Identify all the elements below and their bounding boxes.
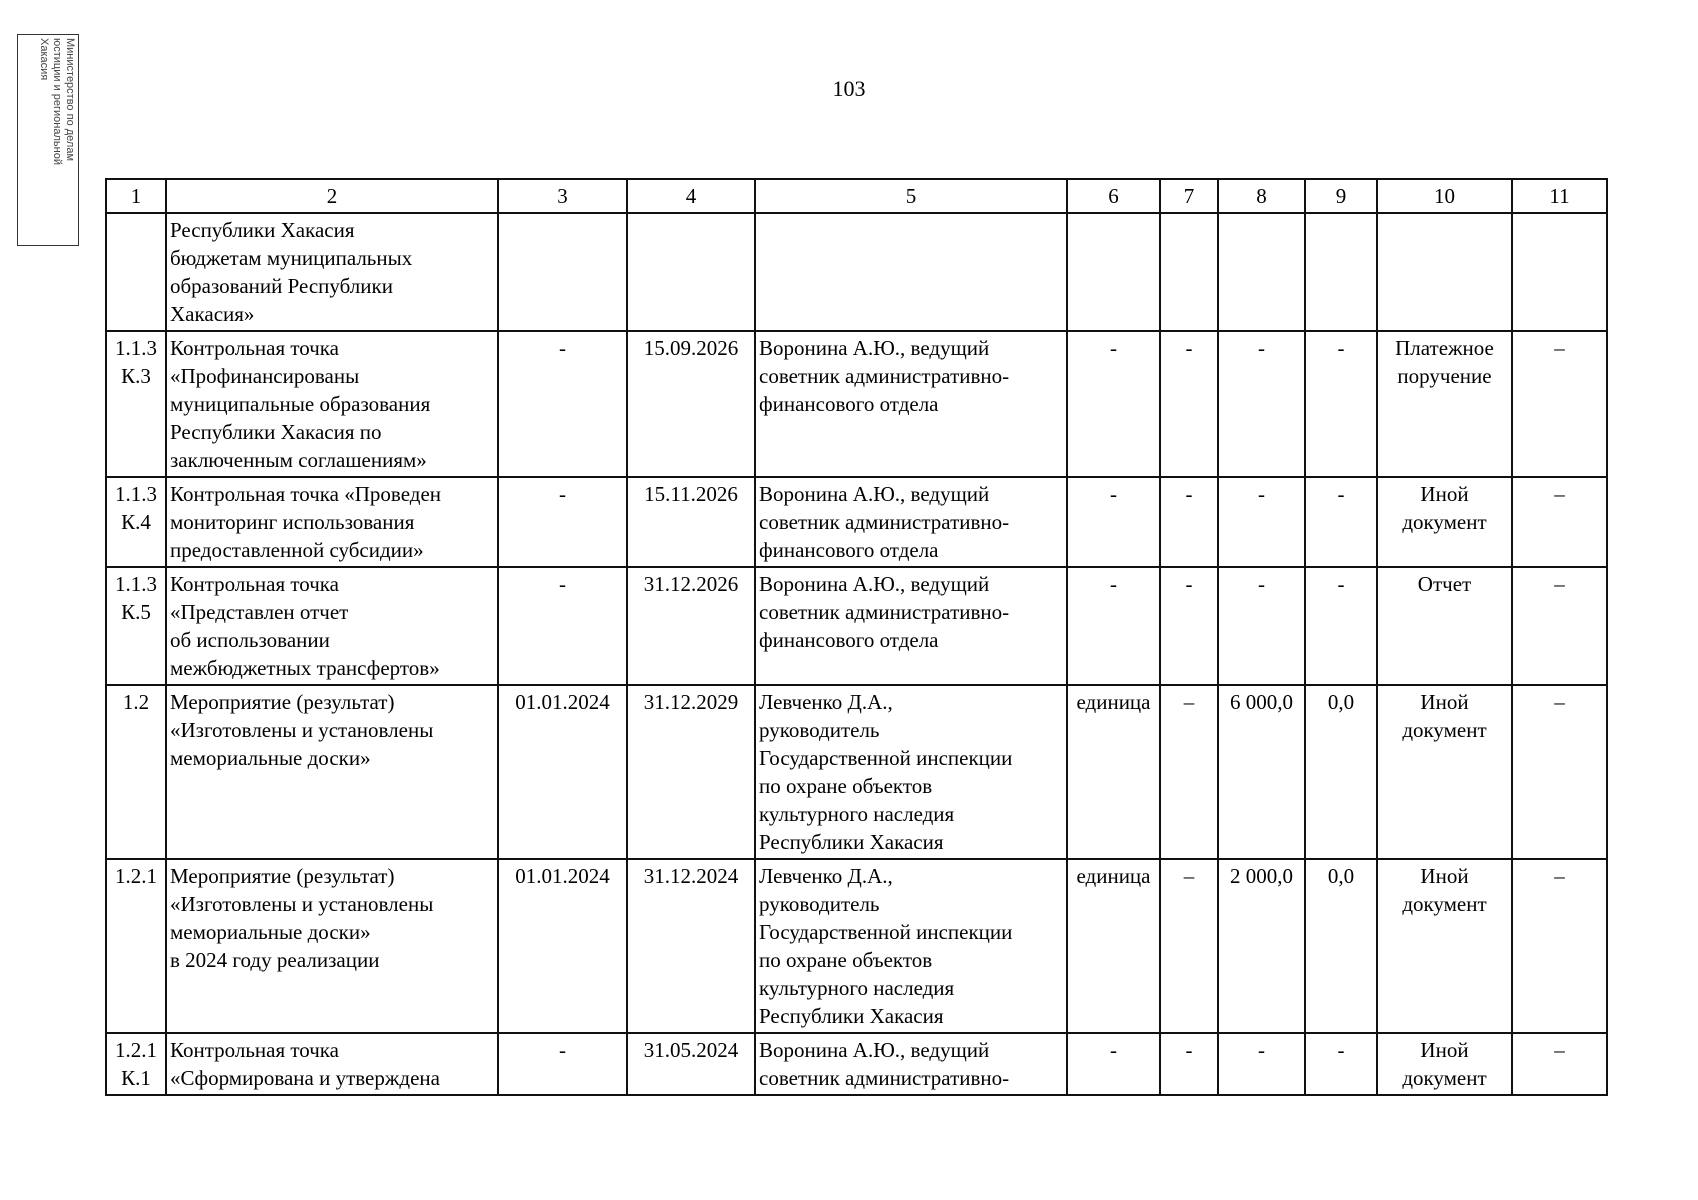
column-header-8: 8	[1218, 179, 1305, 213]
column-header-1: 1	[106, 179, 166, 213]
plan-table	[105, 178, 1608, 1096]
table-cell-col-3: 01.01.2024	[498, 859, 627, 1033]
stamp-text	[17, 34, 79, 246]
table-cell-col-9: 0,0	[1305, 685, 1377, 859]
table-cell-col-11	[1512, 213, 1607, 331]
table-cell-col-5	[755, 213, 1067, 331]
table-cell-col-5: Воронина А.Ю., ведущий советник административно- финансового отдела	[755, 331, 1067, 477]
table-cell-col-7: –	[1160, 859, 1218, 1033]
table-cell-col-10: Отчет	[1377, 567, 1512, 685]
table-cell-col-6: -	[1067, 331, 1160, 477]
column-header-3: 3	[498, 179, 627, 213]
table-cell-col-1: 1.2.1	[106, 859, 166, 1033]
table-cell-col-4: 31.05.2024	[627, 1033, 755, 1095]
table-cell-col-5: Левченко Д.А., руководитель Государственной инспекции по охране объектов культурного наследия Республики Хакасия	[755, 685, 1067, 859]
table-cell-col-2: Мероприятие (результат) «Изготовлены и установлены мемориальные доски» в 2024 году реализации	[166, 859, 498, 1033]
table-row	[106, 213, 1607, 331]
table-cell-col-4: 31.12.2024	[627, 859, 755, 1033]
column-header-10: 10	[1377, 179, 1512, 213]
stamp-line: Министерство по делам	[64, 38, 76, 162]
table-cell-col-2: Мероприятие (результат) «Изготовлены и установлены мемориальные доски»	[166, 685, 498, 859]
table-cell-col-3: -	[498, 1033, 627, 1095]
table-cell-col-9: -	[1305, 1033, 1377, 1095]
table-cell-col-7: -	[1160, 331, 1218, 477]
table-cell-col-2: Республики Хакасия бюджетам муниципальных образований Республики Хакасия»	[166, 213, 498, 331]
table-row	[106, 685, 1607, 859]
table-cell-col-7: -	[1160, 567, 1218, 685]
table-cell-col-9	[1305, 213, 1377, 331]
table-cell-col-4: 15.09.2026	[627, 331, 755, 477]
table-cell-col-3: -	[498, 477, 627, 567]
table-cell-col-3: -	[498, 331, 627, 477]
table-cell-col-5: Воронина А.Ю., ведущий советник административно- финансового отдела	[755, 477, 1067, 567]
table-cell-col-3: -	[498, 567, 627, 685]
table-cell-col-10: Иной документ	[1377, 477, 1512, 567]
table-cell-col-1: 1.2	[106, 685, 166, 859]
table-cell-col-8: -	[1218, 567, 1305, 685]
table-cell-col-1: 1.1.3 К.4	[106, 477, 166, 567]
table-cell-col-7	[1160, 213, 1218, 331]
table-cell-col-3: 01.01.2024	[498, 685, 627, 859]
column-header-7: 7	[1160, 179, 1218, 213]
table-cell-col-2: Контрольная точка «Сформирована и утверждена	[166, 1033, 498, 1095]
table-cell-col-11: –	[1512, 567, 1607, 685]
table-cell-col-9: -	[1305, 567, 1377, 685]
table-cell-col-6: -	[1067, 1033, 1160, 1095]
table-cell-col-6	[1067, 213, 1160, 331]
table-cell-col-4: 31.12.2029	[627, 685, 755, 859]
table-cell-col-4	[627, 213, 755, 331]
table-cell-col-2: Контрольная точка «Профинансированы муниципальные образования Республики Хакасия по заключенным соглашениям»	[166, 331, 498, 477]
table-cell-col-3	[498, 213, 627, 331]
table-row	[106, 859, 1607, 1033]
table-cell-col-8: 2 000,0	[1218, 859, 1305, 1033]
table-cell-col-8	[1218, 213, 1305, 331]
table-cell-col-7: -	[1160, 477, 1218, 567]
table-cell-col-5: Левченко Д.А., руководитель Государственной инспекции по охране объектов культурного наследия Республики Хакасия	[755, 859, 1067, 1033]
table-cell-col-10	[1377, 213, 1512, 331]
table-cell-col-7: –	[1160, 685, 1218, 859]
table-cell-col-6: -	[1067, 477, 1160, 567]
table-cell-col-10: Иной документ	[1377, 685, 1512, 859]
table-cell-col-7: -	[1160, 1033, 1218, 1095]
table-cell-col-6: единица	[1067, 859, 1160, 1033]
table-cell-col-1	[106, 213, 166, 331]
column-header-4: 4	[627, 179, 755, 213]
table-row	[106, 477, 1607, 567]
table-cell-col-8: -	[1218, 1033, 1305, 1095]
table-row	[106, 1033, 1607, 1095]
table-cell-col-8: 6 000,0	[1218, 685, 1305, 859]
table-row	[106, 567, 1607, 685]
table-cell-col-11: –	[1512, 685, 1607, 859]
table-cell-col-1: 1.1.3 К.5	[106, 567, 166, 685]
table-header-row	[106, 179, 1607, 213]
table-cell-col-6: единица	[1067, 685, 1160, 859]
table-cell-col-9: 0,0	[1305, 859, 1377, 1033]
table-cell-col-8: -	[1218, 477, 1305, 567]
table-cell-col-5: Воронина А.Ю., ведущий советник административно-	[755, 1033, 1067, 1095]
page-number: 103	[832, 76, 866, 101]
stamp-line: Хакасия	[38, 38, 50, 81]
column-header-6: 6	[1067, 179, 1160, 213]
table-cell-col-11: –	[1512, 477, 1607, 567]
stamp-line: юстиции и региональной	[51, 38, 63, 165]
table-cell-col-11: –	[1512, 859, 1607, 1033]
table-cell-col-10: Платежное поручение	[1377, 331, 1512, 477]
table-cell-col-1: 1.1.3 К.3	[106, 331, 166, 477]
column-header-5: 5	[755, 179, 1067, 213]
table-cell-col-9: -	[1305, 331, 1377, 477]
column-header-11: 11	[1512, 179, 1607, 213]
column-header-9: 9	[1305, 179, 1377, 213]
table-cell-col-2: Контрольная точка «Представлен отчет об использовании межбюджетных трансфертов»	[166, 567, 498, 685]
table-cell-col-10: Иной документ	[1377, 1033, 1512, 1095]
table-cell-col-10: Иной документ	[1377, 859, 1512, 1033]
table-cell-col-11: –	[1512, 331, 1607, 477]
table-cell-col-6: -	[1067, 567, 1160, 685]
registration-stamp	[17, 34, 79, 246]
table-cell-col-4: 15.11.2026	[627, 477, 755, 567]
table-cell-col-4: 31.12.2026	[627, 567, 755, 685]
table-cell-col-2: Контрольная точка «Проведен мониторинг использования предоставленной субсидии»	[166, 477, 498, 567]
table-cell-col-5: Воронина А.Ю., ведущий советник административно- финансового отдела	[755, 567, 1067, 685]
table-cell-col-9: -	[1305, 477, 1377, 567]
table-cell-col-11: –	[1512, 1033, 1607, 1095]
table-cell-col-8: -	[1218, 331, 1305, 477]
column-header-2: 2	[166, 179, 498, 213]
table-cell-col-1: 1.2.1 К.1	[106, 1033, 166, 1095]
table-row	[106, 331, 1607, 477]
